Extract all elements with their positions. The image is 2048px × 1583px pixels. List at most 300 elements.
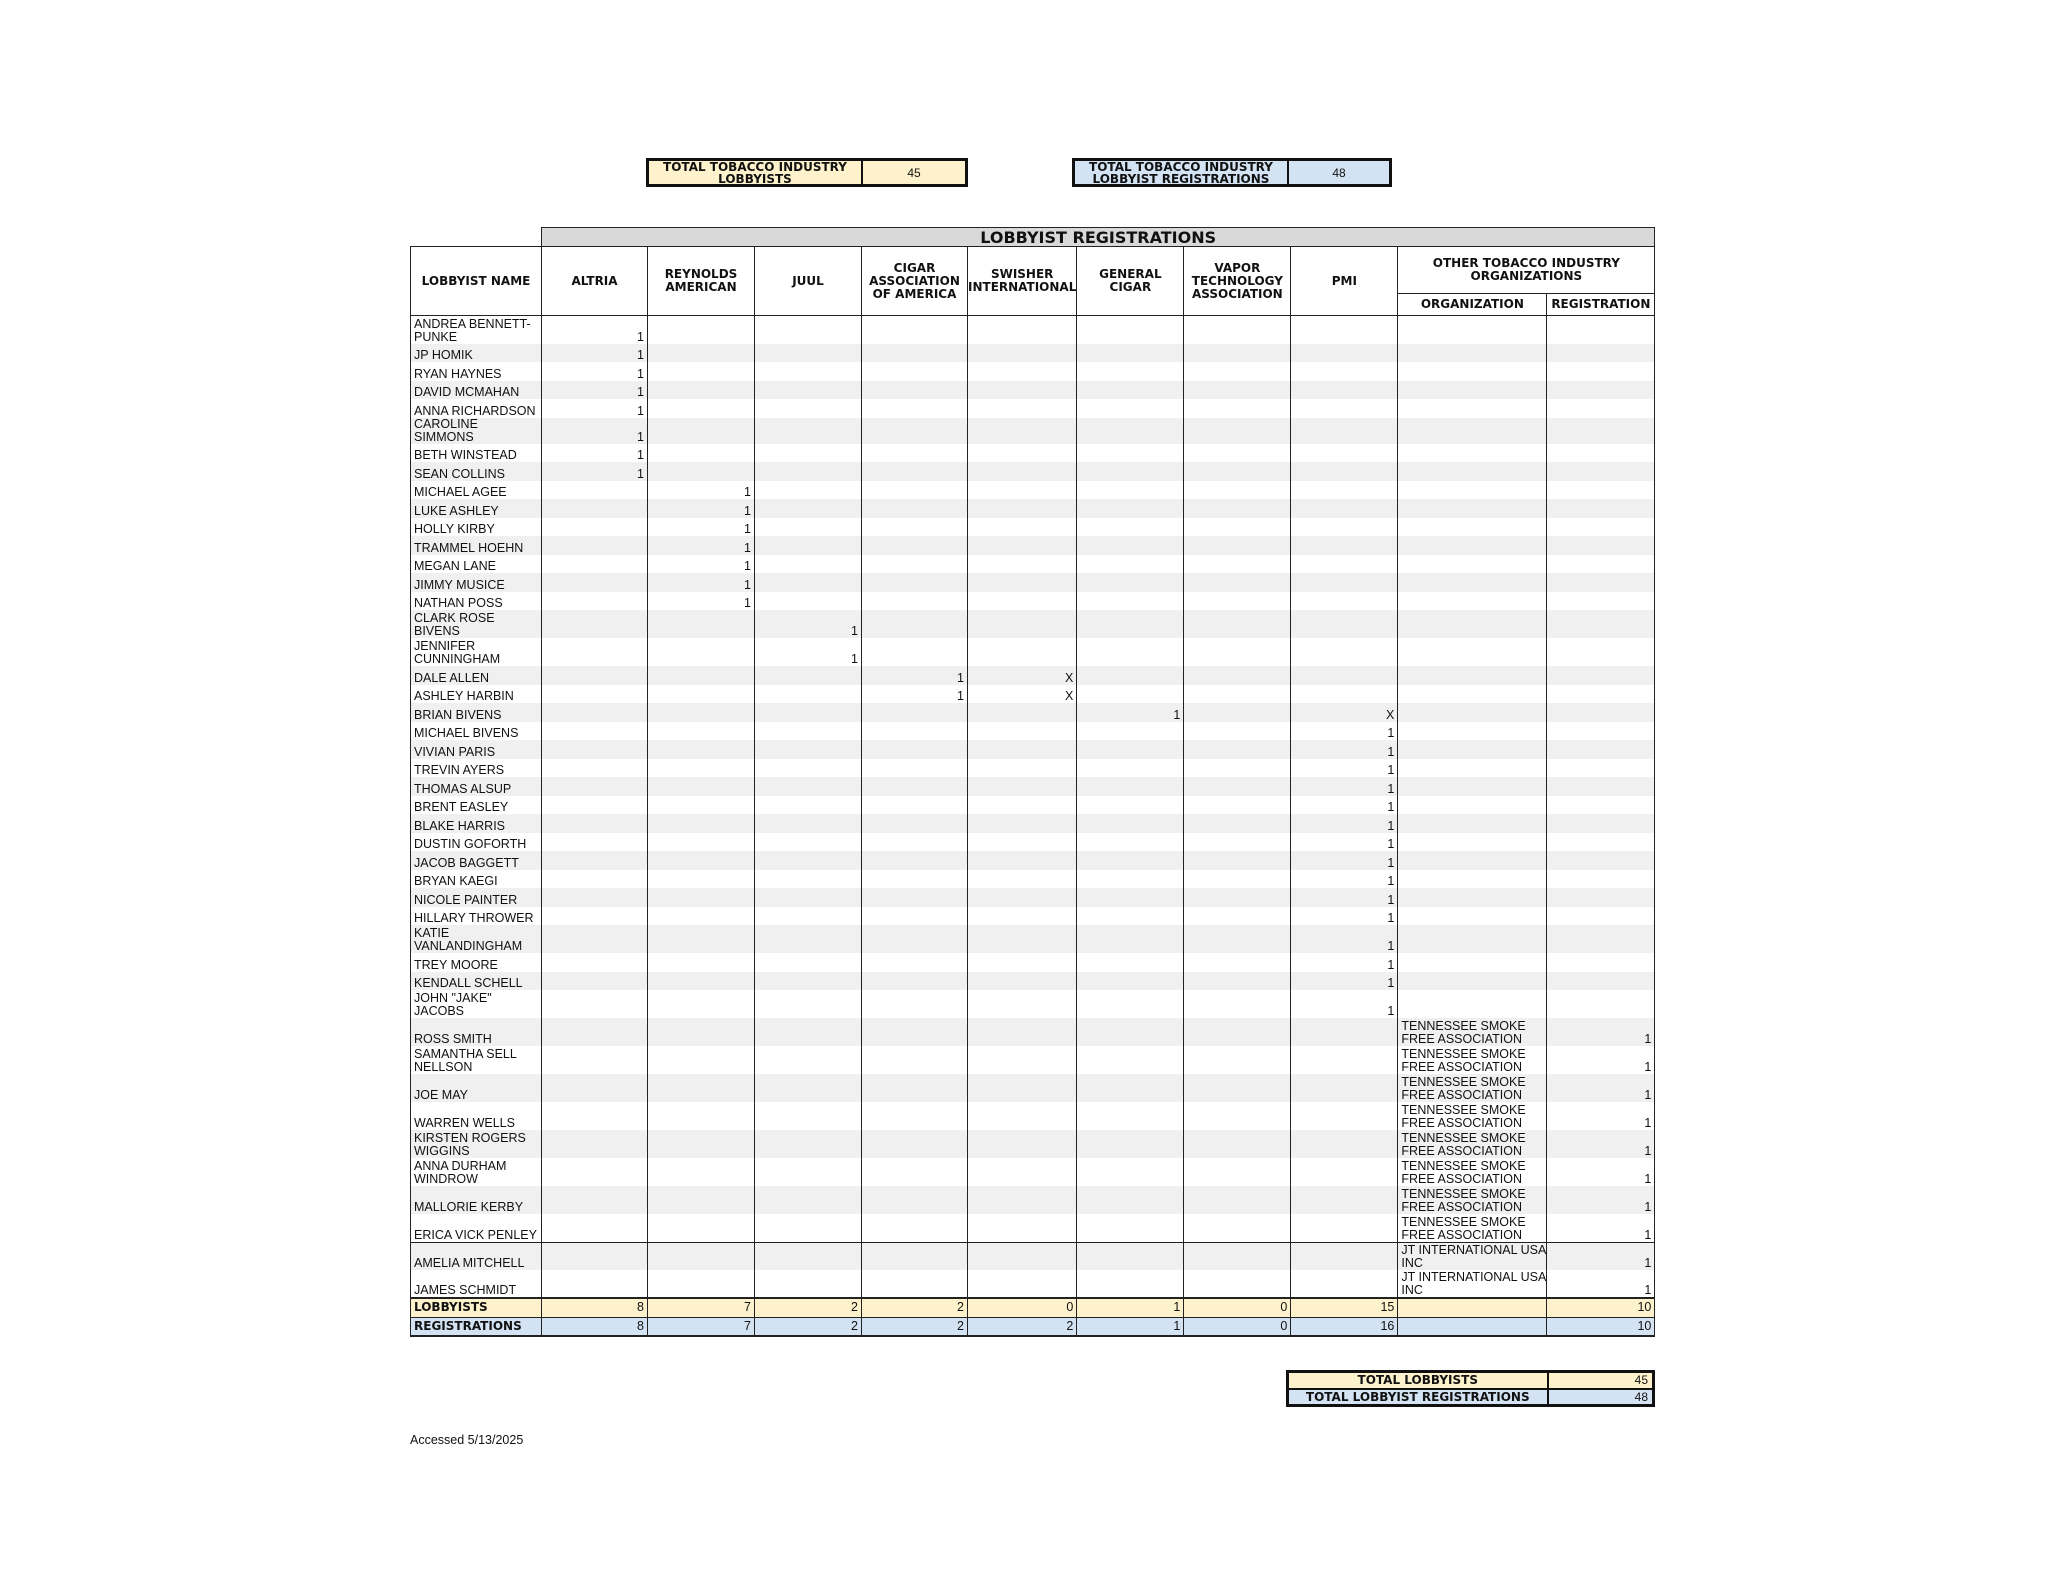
table-body — [411, 316, 1655, 1299]
cell-registration — [1547, 759, 1655, 778]
cell-registration: 1 — [1547, 1158, 1655, 1186]
cell-vapor-tech — [1184, 990, 1291, 1018]
cell-altria — [542, 833, 648, 852]
cell-general-cigar — [1077, 592, 1184, 611]
cell-altria — [542, 759, 648, 778]
cell-general-cigar — [1077, 518, 1184, 537]
cell-juul — [755, 444, 862, 463]
cell-registration — [1547, 740, 1655, 759]
cell-cigar-assoc — [862, 518, 968, 537]
cell-cigar-assoc — [862, 953, 968, 972]
cell-pmi: 1 — [1291, 925, 1398, 953]
cell-pmi — [1291, 1214, 1398, 1242]
lobbyist-name-header: LOBBYIST NAME — [411, 247, 542, 316]
cell-pmi — [1291, 1102, 1398, 1130]
cell-swisher — [968, 703, 1077, 722]
cell-pmi — [1291, 573, 1398, 592]
cell-altria: 1 — [542, 316, 648, 344]
total-registrations-row — [1288, 1389, 1654, 1406]
table-row — [411, 796, 1655, 815]
lobbyist-name: MICHAEL BIVENS — [411, 722, 542, 741]
cell-general-cigar — [1077, 972, 1184, 991]
header-juul: JUUL — [755, 247, 862, 316]
cell-reynolds — [648, 870, 755, 889]
cell-reynolds — [648, 851, 755, 870]
cell-pmi: 1 — [1291, 870, 1398, 889]
table-row — [411, 518, 1655, 537]
cell-organization — [1398, 703, 1547, 722]
cell-organization — [1398, 592, 1547, 611]
cell-juul: 1 — [755, 638, 862, 666]
cell-organization — [1398, 610, 1547, 638]
cell-reynolds: 1 — [648, 592, 755, 611]
lobbyist-name: KIRSTEN ROGERS WIGGINS — [411, 1130, 542, 1158]
cell-cigar-assoc — [862, 1046, 968, 1074]
cell-general-cigar — [1077, 610, 1184, 638]
cell-pmi — [1291, 362, 1398, 381]
cell-pmi — [1291, 638, 1398, 666]
lobbyist-name: SAMANTHA SELL NELLSON — [411, 1046, 542, 1074]
registrations-total-row — [411, 1317, 1655, 1336]
cell-pmi — [1291, 444, 1398, 463]
cell-juul — [755, 814, 862, 833]
cell-general-cigar — [1077, 740, 1184, 759]
cell-pmi — [1291, 399, 1398, 418]
cell-general-cigar — [1077, 1102, 1184, 1130]
cell-registration: 1 — [1547, 1046, 1655, 1074]
cell-registration — [1547, 777, 1655, 796]
cell-altria: 1 — [542, 444, 648, 463]
cell-cigar-assoc — [862, 740, 968, 759]
cell-juul — [755, 1186, 862, 1214]
cell-vapor-tech — [1184, 972, 1291, 991]
cell-swisher — [968, 1046, 1077, 1074]
cell-organization — [1398, 555, 1547, 574]
registrations-reynolds: 7 — [648, 1317, 755, 1336]
cell-general-cigar — [1077, 666, 1184, 685]
total-registrations-footer-label: TOTAL LOBBYIST REGISTRATIONS — [1288, 1389, 1548, 1406]
registrations-swisher: 2 — [968, 1317, 1077, 1336]
cell-registration — [1547, 990, 1655, 1018]
lobbyist-name: AMELIA MITCHELL — [411, 1242, 542, 1270]
cell-juul — [755, 418, 862, 444]
cell-general-cigar — [1077, 399, 1184, 418]
cell-cigar-assoc — [862, 399, 968, 418]
cell-cigar-assoc — [862, 703, 968, 722]
cell-juul — [755, 555, 862, 574]
table-row — [411, 573, 1655, 592]
lobbyist-name: MICHAEL AGEE — [411, 481, 542, 500]
cell-organization — [1398, 381, 1547, 400]
cell-vapor-tech — [1184, 1018, 1291, 1046]
cell-altria — [542, 592, 648, 611]
cell-organization — [1398, 925, 1547, 953]
cell-swisher — [968, 1186, 1077, 1214]
header-swisher-international: SWISHER INTERNATIONAL — [968, 247, 1077, 316]
cell-organization — [1398, 722, 1547, 741]
cell-registration — [1547, 462, 1655, 481]
header-vapor-technology: VAPOR TECHNOLOGY ASSOCIATION — [1184, 247, 1291, 316]
registrations-vapor-tech: 0 — [1184, 1317, 1291, 1336]
cell-registration — [1547, 381, 1655, 400]
cell-juul — [755, 381, 862, 400]
cell-pmi — [1291, 1186, 1398, 1214]
registrations-org — [1398, 1317, 1547, 1336]
table-row — [411, 362, 1655, 381]
cell-registration — [1547, 536, 1655, 555]
cell-organization — [1398, 870, 1547, 889]
cell-registration — [1547, 610, 1655, 638]
cell-swisher — [968, 444, 1077, 463]
lobbyist-name: TREY MOORE — [411, 953, 542, 972]
cell-swisher — [968, 610, 1077, 638]
cell-pmi: 1 — [1291, 777, 1398, 796]
cell-vapor-tech — [1184, 381, 1291, 400]
cell-altria — [542, 1074, 648, 1102]
cell-reynolds — [648, 814, 755, 833]
lobbyist-name: CLARK ROSE BIVENS — [411, 610, 542, 638]
registrations-pmi: 16 — [1291, 1317, 1398, 1336]
cell-pmi — [1291, 685, 1398, 704]
table-row — [411, 499, 1655, 518]
cell-cigar-assoc — [862, 888, 968, 907]
cell-swisher — [968, 573, 1077, 592]
cell-registration — [1547, 481, 1655, 500]
cell-juul — [755, 518, 862, 537]
cell-cigar-assoc — [862, 381, 968, 400]
lobbyist-name: JIMMY MUSICE — [411, 573, 542, 592]
table-row — [411, 381, 1655, 400]
cell-organization — [1398, 796, 1547, 815]
cell-reynolds — [648, 1214, 755, 1242]
cell-altria — [542, 1046, 648, 1074]
cell-general-cigar — [1077, 573, 1184, 592]
cell-altria — [542, 990, 648, 1018]
cell-reynolds — [648, 462, 755, 481]
cell-altria — [542, 1270, 648, 1298]
lobbyists-cigar-assoc: 2 — [862, 1298, 968, 1317]
cell-cigar-assoc — [862, 462, 968, 481]
registrations-cigar-assoc: 2 — [862, 1317, 968, 1336]
table-row — [411, 685, 1655, 704]
cell-registration — [1547, 499, 1655, 518]
cell-swisher — [968, 462, 1077, 481]
cell-juul — [755, 796, 862, 815]
cell-juul — [755, 1270, 862, 1298]
cell-swisher — [968, 1270, 1077, 1298]
cell-organization — [1398, 888, 1547, 907]
cell-altria — [542, 851, 648, 870]
lobbyists-org — [1398, 1298, 1547, 1317]
cell-pmi — [1291, 1018, 1398, 1046]
cell-reynolds — [648, 888, 755, 907]
table-row — [411, 1102, 1655, 1130]
cell-swisher — [968, 759, 1077, 778]
cell-swisher — [968, 399, 1077, 418]
cell-cigar-assoc — [862, 796, 968, 815]
cell-general-cigar — [1077, 344, 1184, 363]
cell-general-cigar — [1077, 362, 1184, 381]
cell-cigar-assoc — [862, 1270, 968, 1298]
lobbyist-name: TRAMMEL HOEHN — [411, 536, 542, 555]
cell-swisher — [968, 638, 1077, 666]
cell-cigar-assoc — [862, 316, 968, 344]
cell-altria — [542, 1158, 648, 1186]
table-row — [411, 1130, 1655, 1158]
cell-registration: 1 — [1547, 1074, 1655, 1102]
cell-organization — [1398, 972, 1547, 991]
cell-reynolds — [648, 703, 755, 722]
cell-reynolds — [648, 666, 755, 685]
cell-pmi — [1291, 1130, 1398, 1158]
cell-pmi: X — [1291, 703, 1398, 722]
cell-swisher — [968, 990, 1077, 1018]
accessed-date: Accessed 5/13/2025 — [410, 1433, 524, 1447]
cell-vapor-tech — [1184, 722, 1291, 741]
cell-general-cigar — [1077, 814, 1184, 833]
lobbyists-juul: 2 — [755, 1298, 862, 1317]
cell-reynolds — [648, 796, 755, 815]
table-row — [411, 610, 1655, 638]
cell-vapor-tech — [1184, 870, 1291, 889]
cell-organization — [1398, 462, 1547, 481]
cell-cigar-assoc — [862, 610, 968, 638]
cell-general-cigar — [1077, 1214, 1184, 1242]
cell-reynolds — [648, 1270, 755, 1298]
cell-altria — [542, 814, 648, 833]
cell-swisher — [968, 1074, 1077, 1102]
cell-pmi: 1 — [1291, 796, 1398, 815]
cell-altria — [542, 1186, 648, 1214]
lobbyist-name: ERICA VICK PENLEY — [411, 1214, 542, 1242]
cell-reynolds — [648, 1018, 755, 1046]
cell-swisher — [968, 925, 1077, 953]
cell-registration — [1547, 953, 1655, 972]
cell-reynolds — [648, 972, 755, 991]
table-row — [411, 1158, 1655, 1186]
cell-general-cigar — [1077, 1130, 1184, 1158]
cell-cigar-assoc — [862, 925, 968, 953]
cell-cigar-assoc — [862, 499, 968, 518]
lobbyist-name: JACOB BAGGETT — [411, 851, 542, 870]
cell-general-cigar — [1077, 1074, 1184, 1102]
lobbyist-name: ANNA DURHAM WINDROW — [411, 1158, 542, 1186]
cell-juul — [755, 1046, 862, 1074]
cell-swisher — [968, 362, 1077, 381]
header-pmi: PMI — [1291, 247, 1398, 316]
cell-general-cigar — [1077, 796, 1184, 815]
cell-pmi: 1 — [1291, 953, 1398, 972]
table-row — [411, 870, 1655, 889]
cell-swisher — [968, 851, 1077, 870]
cell-juul — [755, 870, 862, 889]
cell-reynolds — [648, 1102, 755, 1130]
cell-vapor-tech — [1184, 777, 1291, 796]
cell-swisher — [968, 536, 1077, 555]
cell-juul — [755, 990, 862, 1018]
cell-pmi — [1291, 499, 1398, 518]
cell-organization — [1398, 638, 1547, 666]
cell-organization: TENNESSEE SMOKE FREE ASSOCIATION — [1398, 1186, 1547, 1214]
cell-reynolds — [648, 610, 755, 638]
cell-pmi — [1291, 344, 1398, 363]
cell-pmi — [1291, 592, 1398, 611]
cell-pmi: 1 — [1291, 740, 1398, 759]
lobbyist-name: JOHN "JAKE" JACOBS — [411, 990, 542, 1018]
cell-swisher — [968, 870, 1077, 889]
cell-registration — [1547, 362, 1655, 381]
cell-registration — [1547, 418, 1655, 444]
cell-juul — [755, 1130, 862, 1158]
cell-vapor-tech — [1184, 418, 1291, 444]
cell-vapor-tech — [1184, 518, 1291, 537]
table-row — [411, 888, 1655, 907]
cell-general-cigar — [1077, 462, 1184, 481]
cell-swisher — [968, 1130, 1077, 1158]
cell-organization — [1398, 518, 1547, 537]
cell-vapor-tech — [1184, 362, 1291, 381]
table-row — [411, 851, 1655, 870]
lobbyist-name: TREVIN AYERS — [411, 759, 542, 778]
cell-pmi — [1291, 518, 1398, 537]
cell-general-cigar — [1077, 907, 1184, 926]
lobbyist-name: HOLLY KIRBY — [411, 518, 542, 537]
cell-vapor-tech — [1184, 759, 1291, 778]
table-row — [411, 953, 1655, 972]
cell-swisher — [968, 481, 1077, 500]
cell-swisher — [968, 499, 1077, 518]
cell-vapor-tech — [1184, 638, 1291, 666]
cell-vapor-tech — [1184, 1130, 1291, 1158]
lobbyist-name: RYAN HAYNES — [411, 362, 542, 381]
cell-cigar-assoc — [862, 814, 968, 833]
cell-vapor-tech — [1184, 610, 1291, 638]
cell-reynolds — [648, 399, 755, 418]
cell-pmi — [1291, 316, 1398, 344]
table-row — [411, 972, 1655, 991]
cell-general-cigar — [1077, 1270, 1184, 1298]
cell-swisher — [968, 518, 1077, 537]
cell-swisher — [968, 953, 1077, 972]
cell-swisher: X — [968, 666, 1077, 685]
cell-pmi — [1291, 610, 1398, 638]
cell-general-cigar — [1077, 777, 1184, 796]
cell-juul — [755, 833, 862, 852]
cell-registration — [1547, 592, 1655, 611]
table-row — [411, 481, 1655, 500]
cell-vapor-tech — [1184, 1214, 1291, 1242]
cell-pmi: 1 — [1291, 851, 1398, 870]
cell-vapor-tech — [1184, 1270, 1291, 1298]
header-reynolds-american: REYNOLDS AMERICAN — [648, 247, 755, 316]
cell-pmi: 1 — [1291, 888, 1398, 907]
cell-altria — [542, 888, 648, 907]
cell-juul — [755, 907, 862, 926]
cell-general-cigar — [1077, 722, 1184, 741]
lobbyist-name: CAROLINE SIMMONS — [411, 418, 542, 444]
cell-cigar-assoc — [862, 536, 968, 555]
cell-vapor-tech — [1184, 462, 1291, 481]
cell-cigar-assoc — [862, 481, 968, 500]
cell-cigar-assoc — [862, 1102, 968, 1130]
cell-organization: TENNESSEE SMOKE FREE ASSOCIATION — [1398, 1130, 1547, 1158]
table-row — [411, 418, 1655, 444]
cell-cigar-assoc — [862, 722, 968, 741]
cell-swisher: X — [968, 685, 1077, 704]
lobbyist-name: JP HOMIK — [411, 344, 542, 363]
table-row — [411, 536, 1655, 555]
cell-juul — [755, 536, 862, 555]
cell-cigar-assoc — [862, 1158, 968, 1186]
cell-general-cigar: 1 — [1077, 703, 1184, 722]
cell-registration — [1547, 870, 1655, 889]
cell-altria — [542, 1018, 648, 1046]
cell-altria — [542, 1214, 648, 1242]
cell-altria: 1 — [542, 381, 648, 400]
lobbyist-name: MALLORIE KERBY — [411, 1186, 542, 1214]
cell-registration — [1547, 444, 1655, 463]
cell-altria — [542, 1102, 648, 1130]
cell-cigar-assoc — [862, 851, 968, 870]
cell-reynolds — [648, 362, 755, 381]
cell-organization — [1398, 418, 1547, 444]
cell-organization — [1398, 740, 1547, 759]
cell-juul — [755, 316, 862, 344]
cell-vapor-tech — [1184, 1074, 1291, 1102]
cell-altria — [542, 796, 648, 815]
cell-general-cigar — [1077, 1242, 1184, 1270]
cell-reynolds — [648, 925, 755, 953]
lobbyist-name: ANNA RICHARDSON — [411, 399, 542, 418]
cell-reynolds: 1 — [648, 518, 755, 537]
lobbyist-name: BRYAN KAEGI — [411, 870, 542, 889]
cell-registration: 1 — [1547, 1270, 1655, 1298]
cell-reynolds: 1 — [648, 499, 755, 518]
cell-vapor-tech — [1184, 814, 1291, 833]
table-row — [411, 555, 1655, 574]
cell-general-cigar — [1077, 555, 1184, 574]
table-row — [411, 1046, 1655, 1074]
cell-registration — [1547, 722, 1655, 741]
cell-vapor-tech — [1184, 592, 1291, 611]
table-row — [411, 925, 1655, 953]
cell-cigar-assoc — [862, 638, 968, 666]
cell-cigar-assoc — [862, 972, 968, 991]
table-row — [411, 990, 1655, 1018]
cell-pmi — [1291, 536, 1398, 555]
cell-registration — [1547, 638, 1655, 666]
cell-organization — [1398, 685, 1547, 704]
cell-pmi: 1 — [1291, 833, 1398, 852]
table-title: LOBBYIST REGISTRATIONS — [542, 228, 1655, 247]
lobbyist-name: THOMAS ALSUP — [411, 777, 542, 796]
cell-organization — [1398, 759, 1547, 778]
cell-swisher — [968, 722, 1077, 741]
table-row — [411, 722, 1655, 741]
cell-juul — [755, 953, 862, 972]
lobbyists-total-row — [411, 1298, 1655, 1317]
header-registration: REGISTRATION — [1547, 294, 1655, 316]
lobbyist-name: BRENT EASLEY — [411, 796, 542, 815]
cell-altria — [542, 610, 648, 638]
cell-registration: 1 — [1547, 1242, 1655, 1270]
cell-vapor-tech — [1184, 536, 1291, 555]
cell-organization: TENNESSEE SMOKE FREE ASSOCIATION — [1398, 1158, 1547, 1186]
cell-cigar-assoc — [862, 444, 968, 463]
table-row — [411, 777, 1655, 796]
cell-organization — [1398, 814, 1547, 833]
cell-reynolds — [648, 759, 755, 778]
